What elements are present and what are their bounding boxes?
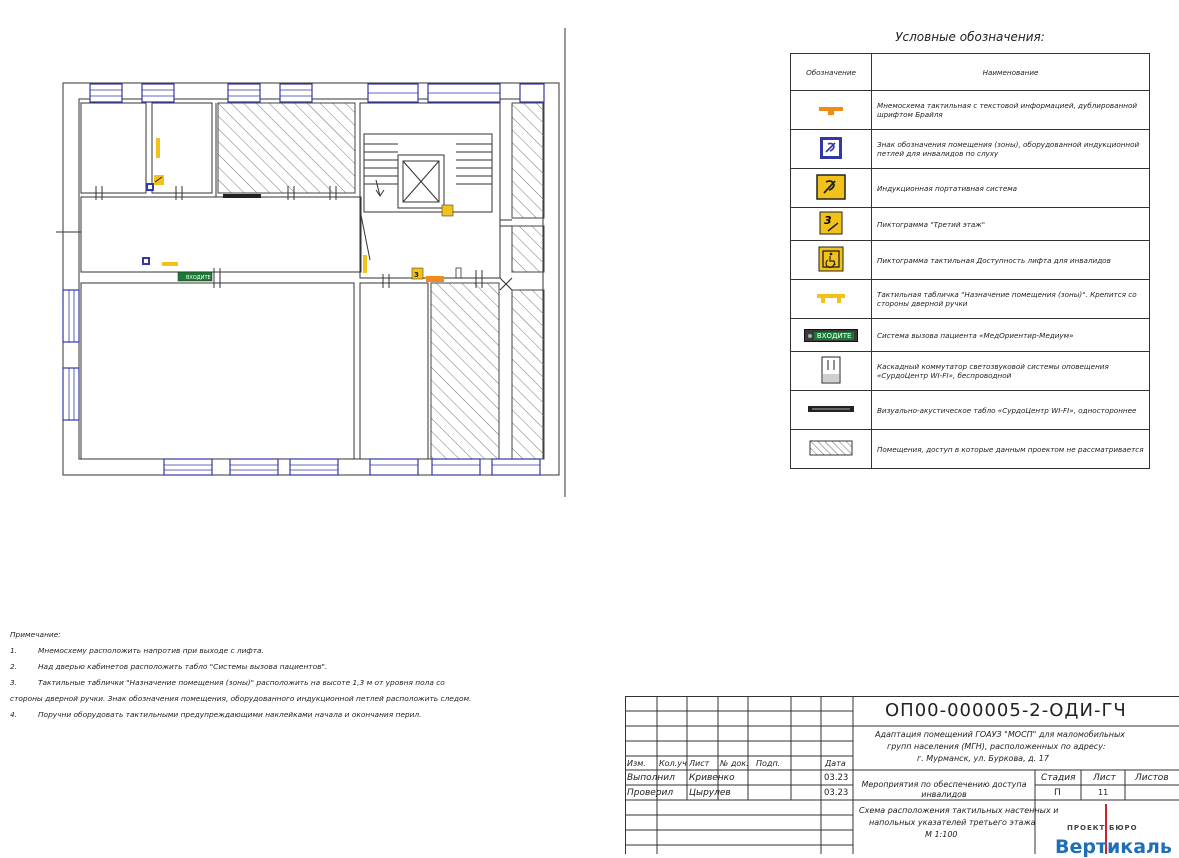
drawing-title-line-3: М 1:100 bbox=[925, 830, 958, 839]
notes-title: Примечание: bbox=[10, 630, 61, 639]
note-text: стороны дверной ручки. Знак обозначения помещения, оборудованного индукционной петлей расположить следом. bbox=[10, 694, 472, 703]
note-text: Мнемосхему расположить напротив при выходе с лифта. bbox=[38, 646, 264, 655]
drawing-title-line-2: напольных указателей третьего этажа bbox=[869, 818, 1036, 827]
note-text: Тактильные таблички "Назначение помещения (зоны)" расположить на высоте 1,3 м от уровня пола со bbox=[38, 678, 445, 687]
col-date: Дата bbox=[825, 759, 846, 768]
note-text: Поручни оборудовать тактильными предупреждающими наклейками начала и окончания перил. bbox=[38, 710, 422, 719]
sheet-value: 11 bbox=[1098, 788, 1109, 797]
drawing-code: ОП00-000005-2-ОДИ-ГЧ bbox=[885, 700, 1127, 721]
excluded-rooms bbox=[218, 103, 544, 459]
portable-induction-system-icon bbox=[816, 193, 846, 202]
legend-item-name: Мнемосхема тактильная с текстовой информацией, дублированной шрифтом Брайля bbox=[872, 91, 1150, 130]
patient-call-system-icon bbox=[804, 329, 859, 342]
role-performed: Выполнил bbox=[627, 773, 675, 783]
sheet-header: Лист bbox=[1093, 773, 1116, 783]
legend-row bbox=[791, 280, 1150, 319]
legend-row bbox=[791, 430, 1150, 469]
legend-row bbox=[791, 91, 1150, 130]
svg-text:3: 3 bbox=[824, 214, 832, 227]
legend-item-name: Пиктограмма тактильная Доступность лифта для инвалидов bbox=[872, 241, 1150, 280]
tactile-room-plate-icon bbox=[811, 299, 851, 308]
person-performed: Кривенко bbox=[689, 773, 735, 783]
note-number: 3. bbox=[10, 678, 18, 687]
elevator-shaft bbox=[398, 155, 444, 208]
legend-table bbox=[790, 53, 1150, 469]
col-change: Изм. bbox=[627, 759, 646, 768]
object-line-1: Адаптация помещений ГОАУЗ "МОСП" для маломобильных bbox=[875, 730, 1126, 739]
sheets-header: Листов bbox=[1135, 773, 1169, 783]
person-checked: Цырулев bbox=[689, 788, 731, 798]
col-sheet: Лист bbox=[689, 759, 710, 768]
excluded-area-hatch-icon bbox=[809, 449, 853, 458]
legend-item-name: Помещения, доступ в которые данным проектом не рассматривается bbox=[872, 430, 1150, 469]
stage-header: Стадия bbox=[1041, 773, 1076, 783]
legend-item-name: Пиктограмма "Третий этаж" bbox=[872, 208, 1150, 241]
tactile-mnemonic-map-icon bbox=[811, 112, 851, 121]
logo-line-2: БЮРО bbox=[1109, 824, 1138, 832]
legend-header bbox=[791, 54, 1150, 91]
legend-item-name: Система вызова пациента «МедОриентир-Медиум» bbox=[872, 319, 1150, 352]
col-sign: Подп. bbox=[756, 759, 781, 768]
legend-item-name: Индукционная портативная система bbox=[872, 169, 1150, 208]
note-number: 4. bbox=[10, 710, 18, 719]
title-block bbox=[625, 696, 1179, 858]
note-item-continuation bbox=[10, 691, 625, 707]
logo-main: Вертикаль bbox=[1055, 836, 1172, 858]
call-system-label: ВХОДИТЕ bbox=[814, 332, 855, 340]
legend-item-name: Тактильная табличка "Назначение помещения (зоны)". Крепится со стороны дверной ручки bbox=[872, 280, 1150, 319]
elevator-accessibility-pictogram-icon bbox=[818, 265, 844, 274]
company-logo bbox=[1043, 804, 1179, 858]
date-checked: 03.23 bbox=[824, 788, 849, 798]
role-checked: Проверил bbox=[627, 788, 674, 798]
col-qty: Кол.уч bbox=[659, 759, 687, 768]
date-performed: 03.23 bbox=[824, 773, 849, 783]
legend-item-name: Визуально-акустическое табло «СурдоЦентр WI-FI», одностороннее bbox=[872, 391, 1150, 430]
drawing-title-line-1: Схема расположения тактильных настенных и bbox=[859, 806, 1059, 815]
note-item bbox=[10, 643, 625, 659]
visual-acoustic-board-icon bbox=[806, 407, 856, 416]
logo-line-1: ПРОЕКТ bbox=[1067, 824, 1106, 832]
legend-row bbox=[791, 208, 1150, 241]
note-item bbox=[10, 675, 625, 691]
induction-loop-sign-icon bbox=[819, 153, 843, 162]
legend-title: Условные обозначения: bbox=[895, 30, 1045, 44]
section-title: Мероприятия по обеспечению доступа инвалидов bbox=[861, 780, 1027, 799]
stage-value: П bbox=[1054, 788, 1061, 798]
object-line-2: групп населения (МГН), расположенных по адресу: bbox=[887, 742, 1106, 751]
note-item bbox=[10, 707, 625, 723]
note-item bbox=[10, 659, 625, 675]
legend-row bbox=[791, 391, 1150, 430]
note-number: 2. bbox=[10, 662, 18, 671]
note-number: 1. bbox=[10, 646, 18, 655]
col-doc: № док. bbox=[720, 759, 749, 768]
plan-floor-marker: 3 bbox=[414, 271, 419, 279]
third-floor-pictogram-icon bbox=[819, 214, 843, 237]
notes-block bbox=[10, 627, 625, 723]
legend-item-name: Каскадный коммутатор светозвуковой системы оповещения «СурдоЦентр WI-FI», беспроводной bbox=[872, 352, 1150, 391]
plan-call-label: ВХОДИТЕ bbox=[186, 275, 211, 281]
note-text: Над дверью кабинетов расположить табло "Системы вызова пациентов". bbox=[38, 662, 328, 671]
legend-row bbox=[791, 169, 1150, 208]
legend-row bbox=[791, 352, 1150, 391]
legend-row bbox=[791, 241, 1150, 280]
legend-header-symbol: Обозначение bbox=[791, 54, 872, 91]
legend-row bbox=[791, 130, 1150, 169]
floor-plan bbox=[0, 0, 790, 520]
legend-row bbox=[791, 319, 1150, 352]
legend-header-name: Наименование bbox=[872, 54, 1150, 91]
legend-item-name: Знак обозначения помещения (зоны), оборудованной индукционной петлей для инвалидов по слуху bbox=[872, 130, 1150, 169]
object-line-3: г. Мурманск, ул. Буркова, д. 17 bbox=[917, 754, 1049, 763]
cascade-switch-icon bbox=[820, 378, 842, 387]
